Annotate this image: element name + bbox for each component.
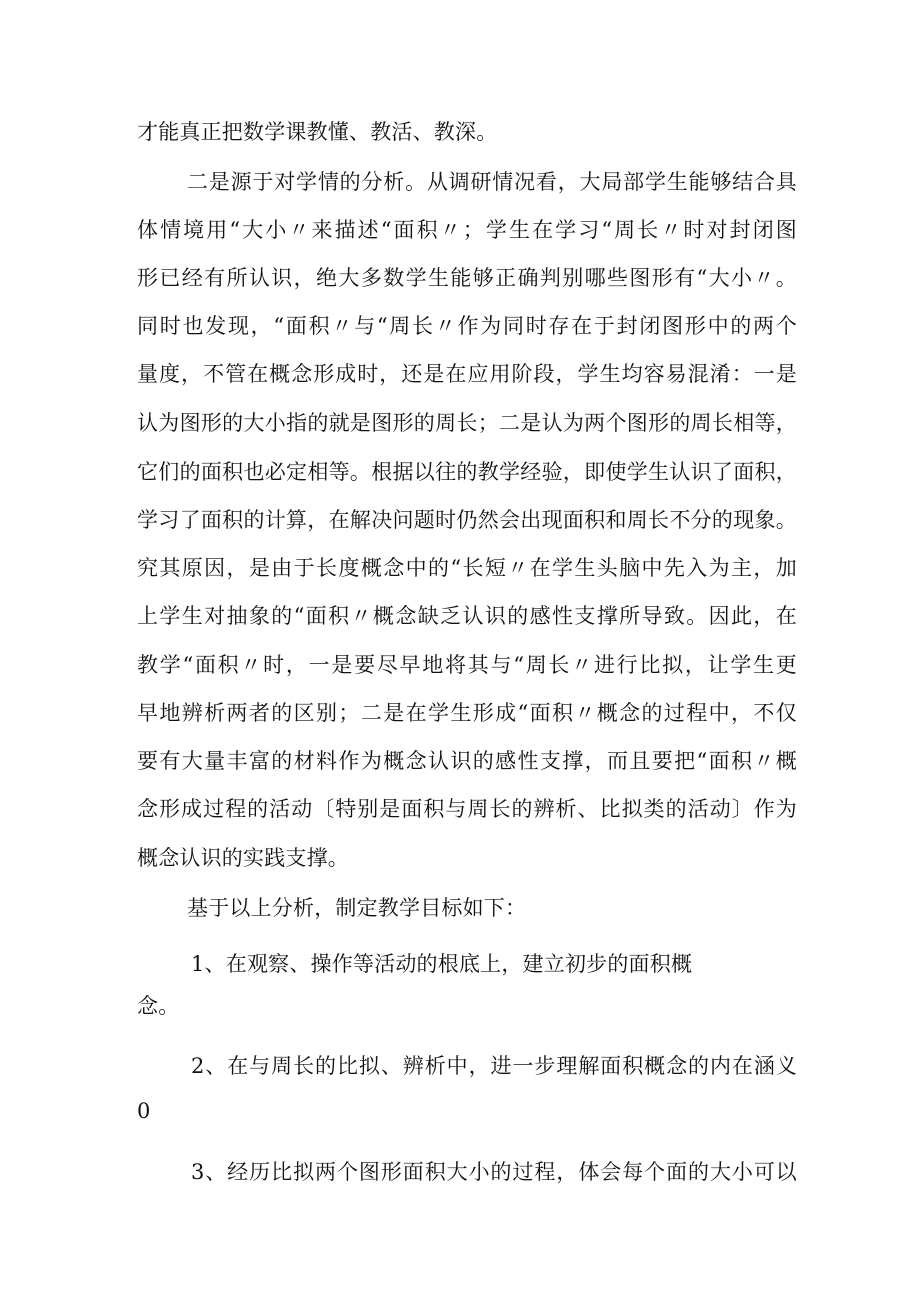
paragraph-line: 念形成过程的活动〔特别是面积与周长的辨析、比拟类的活动〕作为 <box>137 797 797 821</box>
paragraph-line: 形已经有所认识，绝大多数学生能够正确判别哪些图形有“大小〃。 <box>137 266 797 290</box>
paragraph-line: 认为图形的大小指的就是图形的周长；二是认为两个图形的周长相等， <box>137 411 797 435</box>
paragraph-line: 早地辨析两者的区别；二是在学生形成“面积〃概念的过程中，不仅 <box>137 701 797 725</box>
paragraph-line: 究其原因，是由于长度概念中的“长短〃在学生头脑中先入为主，加 <box>137 556 797 580</box>
objective-line: 2、在与周长的比拟、辨析中，进一步理解面积概念的内在涵义 <box>191 1054 797 1078</box>
paragraph-line: 体情境用“大小〃来描述“面积〃；学生在学习“周长〃时对封闭图 <box>137 218 797 242</box>
paragraph-line: 量度，不管在概念形成时，还是在应用阶段，学生均容易混淆：一是 <box>137 362 797 386</box>
paragraph-line: 教学“面积〃时，一是要尽早地将其与“周长〃进行比拟，让学生更 <box>137 653 797 677</box>
objective-line: 3、经历比拟两个图形面积大小的过程，体会每个面的大小可以 <box>191 1160 797 1184</box>
paragraph-line: 同时也发现，“面积〃与“周长〃作为同时存在于封闭图形中的两个 <box>137 314 797 338</box>
paragraph-line: 概念认识的实践支撑。 <box>137 846 349 870</box>
paragraph-line: 学习了面积的计算，在解决问题时仍然会出现面积和周长不分的现象。 <box>137 508 797 532</box>
objective-line: 0 <box>137 1099 151 1123</box>
paragraph-line: 基于以上分析，制定教学目标如下： <box>187 896 527 920</box>
paragraph-line: 它们的面积也必定相等。根据以往的教学经验，即使学生认识了面积， <box>137 460 797 484</box>
objective-line: 1、在观察、操作等活动的根底上，建立初步的面积概 <box>191 952 693 976</box>
paragraph-line: 才能真正把数学课教懂、教活、教深。 <box>137 120 498 144</box>
paragraph-line: 要有大量丰富的材料作为概念认识的感性支撑，而且要把“面积〃概 <box>137 749 797 773</box>
objective-line: 念。 <box>137 994 180 1018</box>
paragraph-line: 上学生对抽象的“面积〃概念缺乏认识的感性支撑所导致。因此，在 <box>137 604 797 628</box>
paragraph-line: 二是源于对学情的分析。从调研情况看，大局部学生能够结合具 <box>187 170 797 194</box>
